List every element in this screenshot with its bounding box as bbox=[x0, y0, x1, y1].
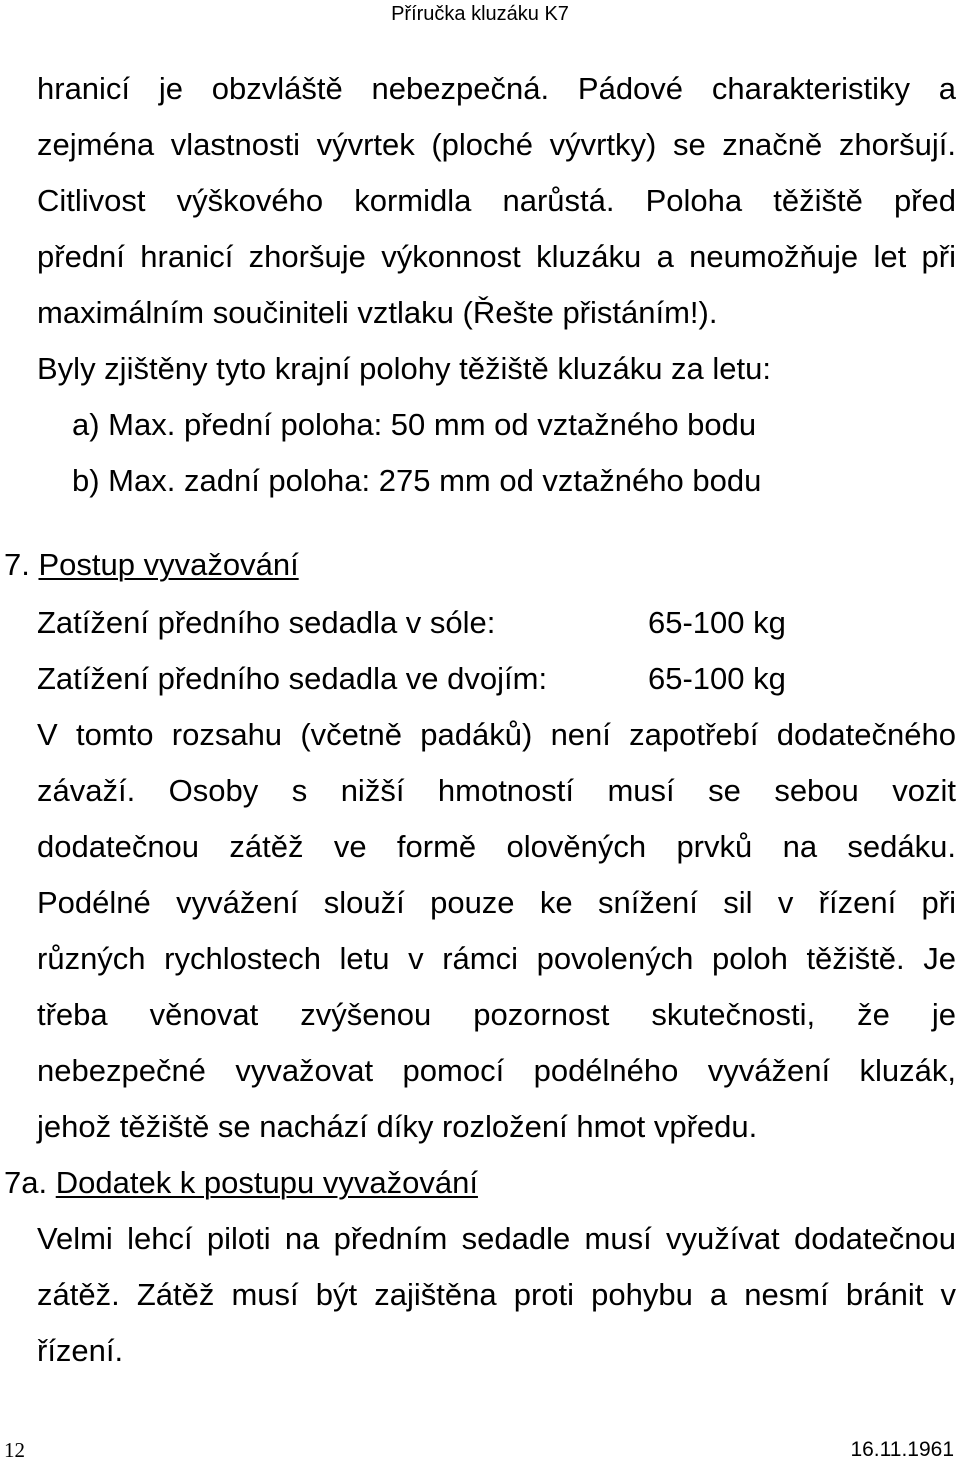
paragraph-line: Citlivost výškového kormidla narůstá. Poloha těžiště před bbox=[37, 183, 956, 218]
paragraph-line: maximálním součiniteli vztlaku (Řešte přistáním!). bbox=[37, 295, 718, 330]
section-7-title: Postup vyvažování bbox=[38, 547, 299, 582]
limit-item-front: a) Max. přední poloha: 50 mm od vztažného bodu bbox=[72, 407, 757, 442]
page-header-title: Příručka kluzáku K7 bbox=[391, 3, 569, 25]
paragraph-line: dodatečnou zátěž ve formě olověných prvků na sedáku. bbox=[37, 829, 956, 864]
paragraph-line: V tomto rozsahu (včetně padáků) není zapotřebí dodatečného bbox=[37, 717, 956, 752]
section-7a-title: Dodatek k postupu vyvažování bbox=[55, 1165, 478, 1200]
paragraph-line: různých rychlostech letu v rámci povolených poloh těžiště. Je bbox=[37, 941, 956, 976]
section-7a-heading bbox=[4, 1164, 954, 1202]
load-label-solo: Zatížení předního sedadla v sóle: bbox=[37, 605, 496, 640]
page-number: 12 bbox=[4, 1438, 25, 1462]
paragraph-line: Podélné vyvážení slouží pouze ke snížení sil v řízení při bbox=[37, 885, 956, 920]
paragraph-line: Velmi lehcí piloti na předním sedadle musí využívat dodatečnou bbox=[37, 1221, 956, 1256]
paragraph-line: přední hranicí zhoršuje výkonnost kluzáku a neumožňuje let při bbox=[37, 239, 956, 274]
paragraph-line: nebezpečné vyvažovat pomocí podélného vyvážení kluzák, bbox=[37, 1053, 956, 1088]
load-label-dual: Zatížení předního sedadla ve dvojím: bbox=[37, 661, 548, 696]
paragraph-line: třeba věnovat zvýšenou pozornost skutečnosti, že je bbox=[37, 997, 956, 1032]
document-date: 16.11.1961 bbox=[850, 1438, 954, 1461]
load-value-dual: 65-100 kg bbox=[648, 661, 786, 696]
paragraph-line: hranicí je obzvláště nebezpečná. Pádové charakteristiky a bbox=[37, 71, 956, 106]
paragraph-line: zejména vlastnosti vývrtek (ploché vývrtky) se značně zhoršují. bbox=[37, 127, 956, 162]
paragraph-line: zátěž. Zátěž musí být zajištěna proti pohybu a nesmí bránit v bbox=[37, 1277, 956, 1312]
load-value-solo: 65-100 kg bbox=[648, 605, 786, 640]
paragraph-line: jehož těžiště se nachází díky rozložení hmot vpředu. bbox=[37, 1109, 758, 1144]
section-7-heading bbox=[4, 546, 954, 584]
paragraph-line: řízení. bbox=[37, 1333, 124, 1368]
paragraph-line: Byly zjištěny tyto krajní polohy těžiště kluzáku za letu: bbox=[37, 351, 771, 386]
section-7a-number: 7a. bbox=[4, 1165, 48, 1200]
limit-item-rear: b) Max. zadní poloha: 275 mm od vztažného bodu bbox=[72, 463, 762, 498]
paragraph-line: závaží. Osoby s nižší hmotností musí se sebou vozit bbox=[37, 773, 956, 808]
section-7-number: 7. bbox=[4, 547, 30, 582]
